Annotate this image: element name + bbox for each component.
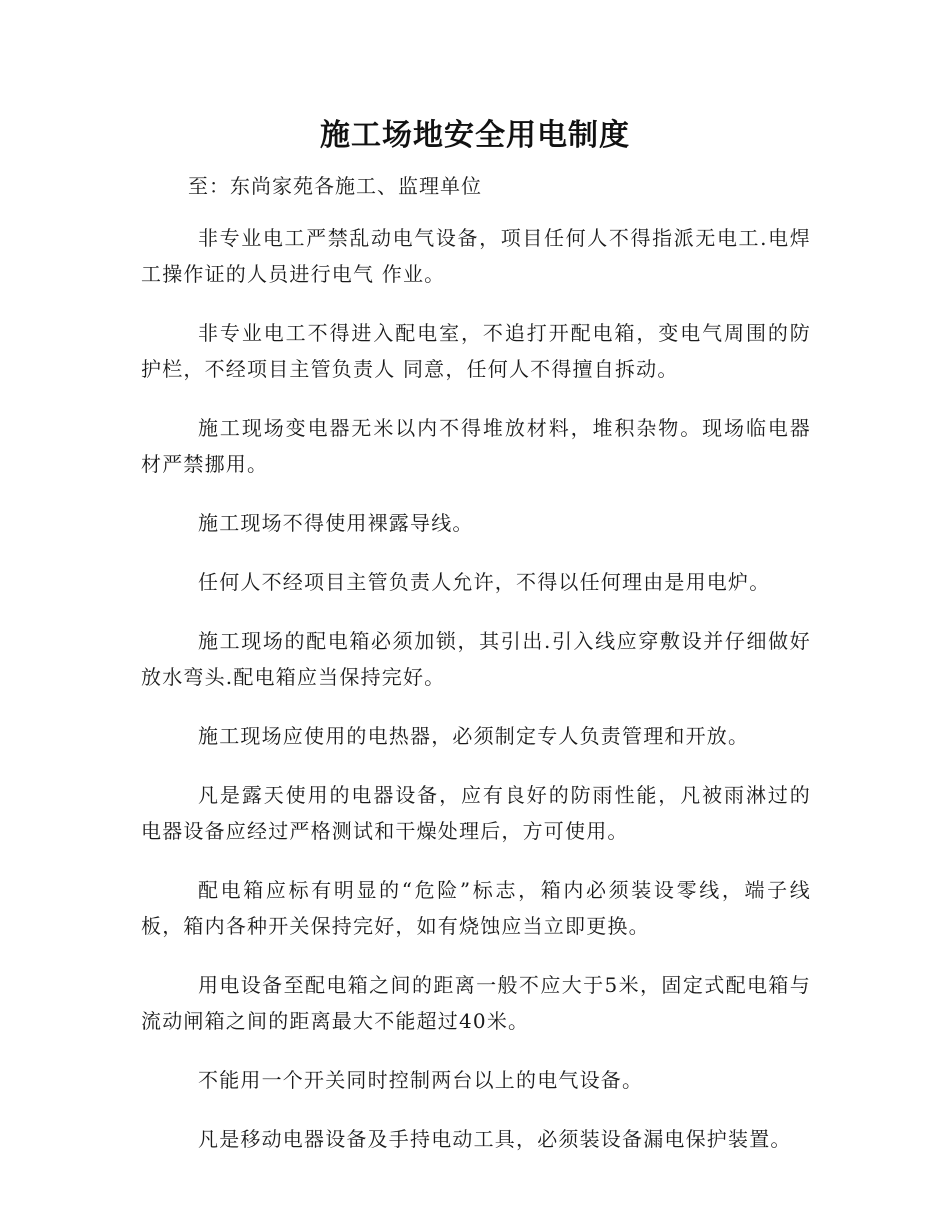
paragraph-1: 非专业电工严禁乱动电气设备，项目任何人不得指派无电工.电焊工操作证的人员进行电气 作业。 — [141, 226, 811, 286]
paragraph-5: 任何人不经项目主管负责人允许，不得以任何理由是用电炉。 — [198, 570, 771, 594]
paragraph-8: 凡是露天使用的电器设备，应有良好的防雨性能，凡被雨淋过的电器设备应经过严格测试和干燥处理后，方可使用。 — [141, 783, 811, 843]
paragraph-11: 不能用一个开关同时控制两台以上的电气设备。 — [198, 1068, 644, 1092]
document-body — [141, 220, 811, 1180]
paragraph-3: 施工现场变电器无米以内不得堆放材料，堆积杂物。现场临电器材严禁挪用。 — [141, 416, 811, 476]
salutation: 至：东尚家苑各施工、监理单位 — [188, 174, 482, 198]
paragraph-6: 施工现场的配电箱必须加锁，其引出.引入线应穿敷设并仔细做好放水弯头.配电箱应当保持完好。 — [141, 629, 811, 689]
paragraph-2: 非专业电工不得进入配电室，不追打开配电箱，变电气周围的防护栏，不经项目主管负责人 同意，任何人不得擅自拆动。 — [141, 321, 811, 381]
paragraph-12: 凡是移动电器设备及手持电动工具，必须装设备漏电保护装置。 — [198, 1127, 792, 1151]
document-title: 施工场地安全用电制度 — [320, 118, 630, 153]
paragraph-7: 施工现场应使用的电热器，必须制定专人负责管理和开放。 — [198, 724, 750, 748]
paragraph-10: 用电设备至配电箱之间的距离一般不应大于5米，固定式配电箱与流动闸箱之间的距离最大不能超过40米。 — [141, 973, 811, 1033]
paragraph-4: 施工现场不得使用裸露导线。 — [198, 511, 474, 535]
paragraph-9: 配电箱应标有明显的“危险”标志，箱内必须装设零线，端子线板，箱内各种开关保持完好，如有烧蚀应当立即更换。 — [141, 878, 811, 938]
